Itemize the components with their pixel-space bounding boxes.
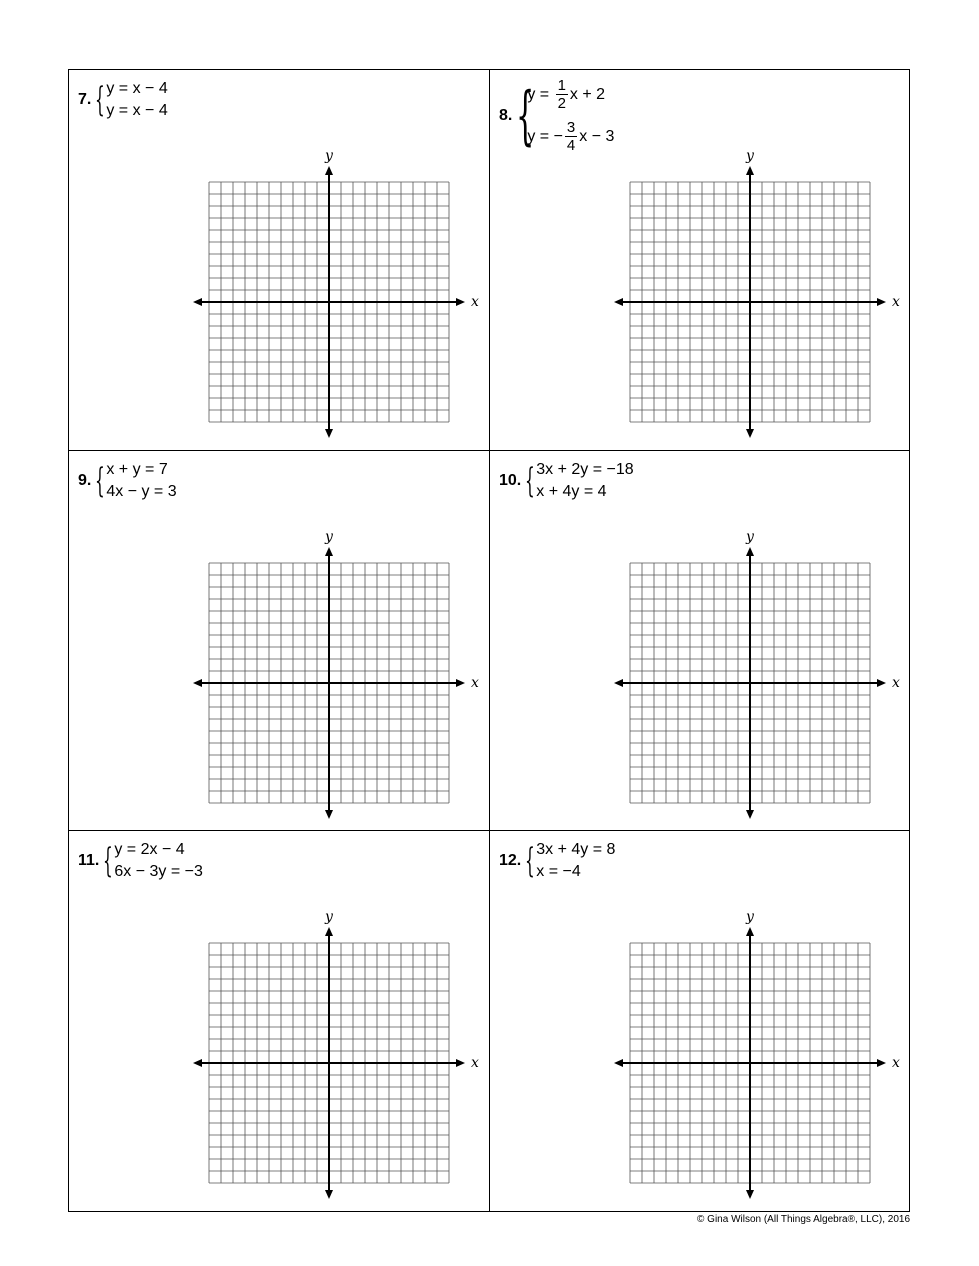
equation-prefix: y = − [527,128,563,145]
equation-1: 3x + 2y = −18 [536,461,634,478]
problem-number: 7. [78,91,92,108]
x-axis-left-arrow [614,679,623,687]
problem-number: 10. [499,472,522,489]
x-axis-label: x [471,294,479,310]
coordinate-grid [610,526,910,831]
equation-1: x + y = 7 [106,461,168,478]
y-axis-down-arrow [325,810,333,819]
x-axis-left-arrow [193,298,202,306]
x-axis-right-arrow [877,679,886,687]
x-axis-left-arrow [614,1059,623,1067]
y-axis-label: y [746,909,754,925]
equation-2: 6x − 3y = −3 [114,863,203,880]
system-brace: { [95,461,106,501]
equation-2: 4x − y = 3 [106,483,177,500]
problem-number: 8. [499,107,513,124]
coordinate-grid [610,906,910,1211]
equation-2: y = x − 4 [106,102,168,119]
problem-number: 11. [78,852,100,869]
y-axis-up-arrow [746,166,754,175]
y-axis-label: y [325,909,333,925]
problem-11-system [78,839,203,883]
problem-7-cell [69,70,489,450]
y-axis-down-arrow [746,429,754,438]
x-axis-label: x [471,675,479,691]
y-axis-down-arrow [325,1190,333,1199]
y-axis-label: y [746,148,754,164]
system-brace: { [525,841,535,881]
y-axis-up-arrow [325,927,333,936]
denominator: 2 [557,95,566,113]
x-axis-label: x [471,1055,479,1071]
problem-11-cell [69,831,489,1211]
system-brace: { [525,461,535,501]
problem-9-system [78,459,177,503]
equation-2 [527,116,614,158]
denominator: 4 [566,137,576,155]
x-axis-label: x [892,1055,900,1071]
x-axis-label: x [892,294,900,310]
problem-7-system [78,78,168,122]
y-axis-up-arrow [746,547,754,556]
problem-12-system [499,839,615,883]
y-axis-label: y [325,148,333,164]
equation-1: 3x + 4y = 8 [536,841,616,858]
problem-number: 9. [78,472,92,489]
problem-10-system [499,459,634,503]
equation-1: y = 2x − 4 [114,841,185,858]
grid-svg [610,526,910,826]
grid-svg [189,906,489,1206]
equation-2: x + 4y = 4 [536,483,607,500]
coordinate-grid [189,906,489,1211]
equation-suffix: x + 2 [569,86,606,103]
coordinate-grid [189,526,489,831]
y-axis-label: y [325,529,333,545]
numerator: 1 [557,77,566,95]
x-axis-right-arrow [456,679,465,687]
problem-9-cell [69,451,489,831]
x-axis-left-arrow [193,1059,202,1067]
numerator: 3 [566,119,576,137]
worksheet-frame [68,69,910,1212]
grid-svg [189,526,489,826]
y-axis-label: y [746,529,754,545]
problem-number: 12. [499,852,522,869]
coordinate-grid [189,145,489,450]
x-axis-right-arrow [877,298,886,306]
x-axis-label: x [892,675,900,691]
x-axis-right-arrow [877,1059,886,1067]
equation-1: y = x − 4 [106,80,168,97]
y-axis-down-arrow [746,1190,754,1199]
x-axis-left-arrow [193,679,202,687]
problem-8-system [499,74,614,158]
fraction [556,77,568,112]
y-axis-down-arrow [325,429,333,438]
y-axis-up-arrow [325,166,333,175]
grid-svg [189,145,489,445]
problem-8-cell [490,70,910,450]
x-axis-right-arrow [456,298,465,306]
x-axis-right-arrow [456,1059,465,1067]
coordinate-grid [610,145,910,450]
system-brace: { [516,79,535,153]
grid-svg [610,145,910,445]
copyright-notice: © Gina Wilson (All Things Algebra®, LLC), 2016 [697,1214,910,1225]
y-axis-up-arrow [325,547,333,556]
problem-12-cell [490,831,910,1211]
system-brace: { [103,841,114,881]
equation-1 [527,74,614,116]
system-brace: { [95,80,106,120]
equation-suffix: x − 3 [579,128,615,145]
fraction [565,119,577,154]
x-axis-left-arrow [614,298,623,306]
equation-2: x = −4 [536,863,581,880]
y-axis-up-arrow [746,927,754,936]
y-axis-down-arrow [746,810,754,819]
problem-10-cell [490,451,910,831]
grid-svg [610,906,910,1206]
equation-prefix: y = [527,86,554,103]
